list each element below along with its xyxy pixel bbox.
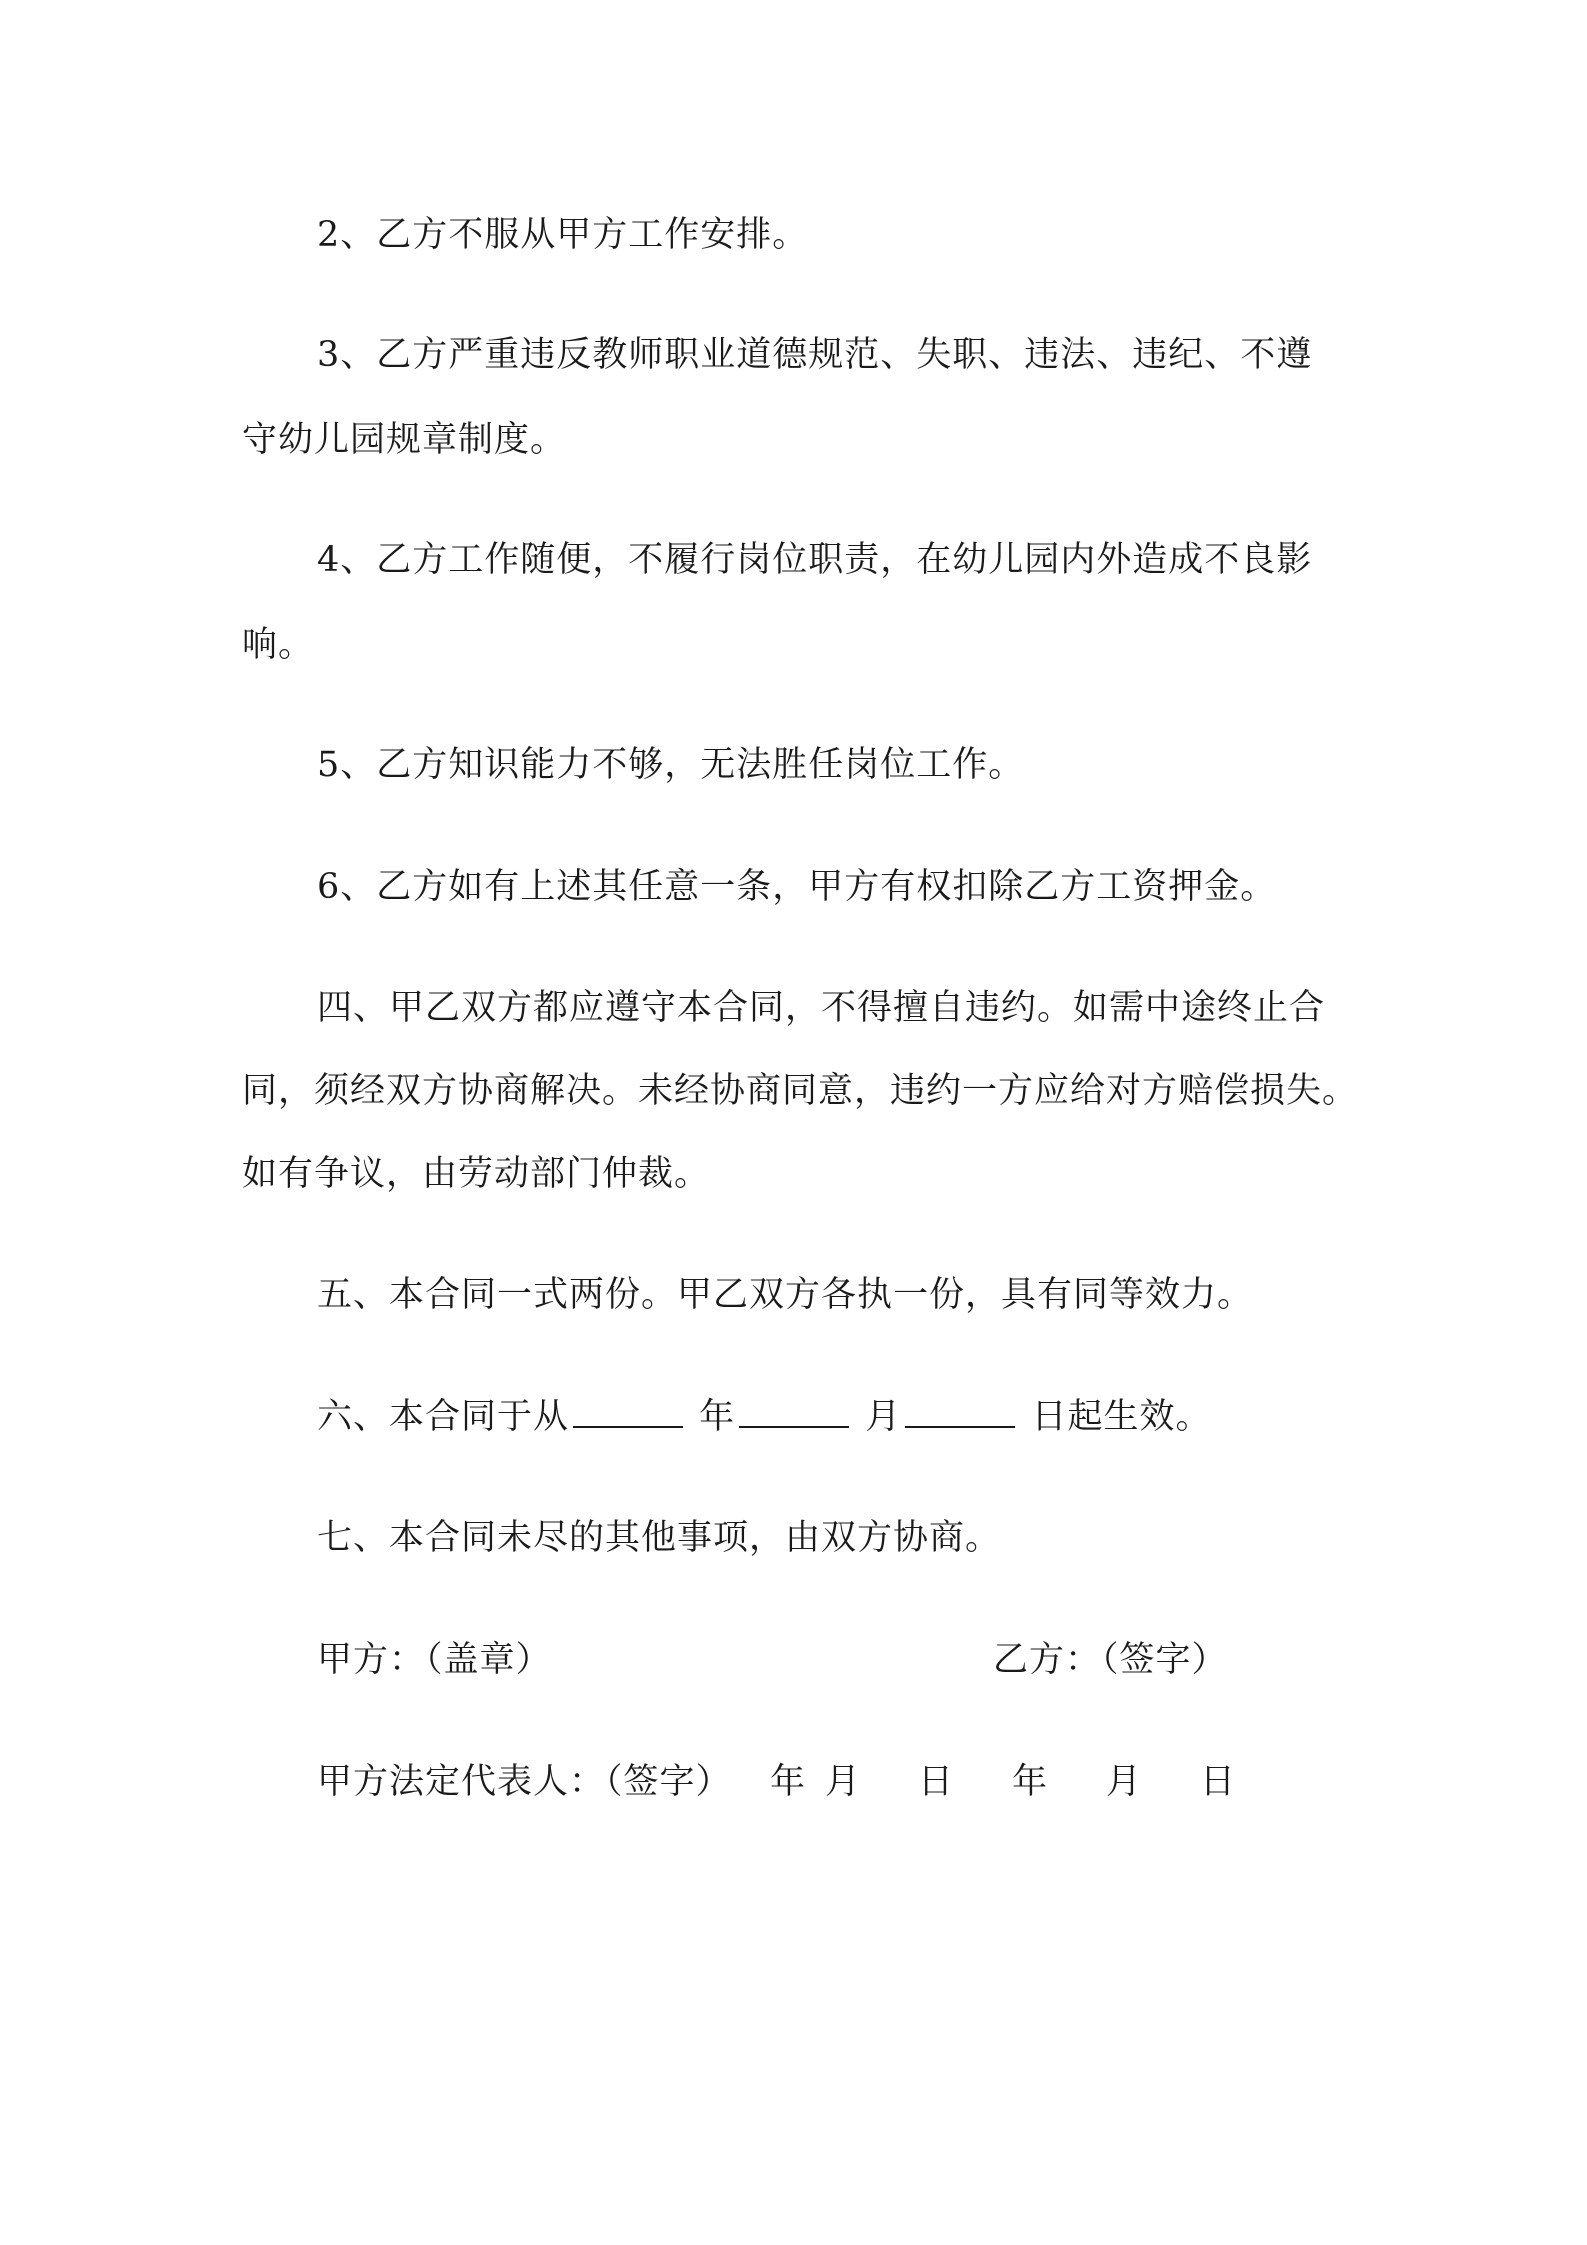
date-year-2: 年 bbox=[1012, 1762, 1049, 1802]
item-6: 6、乙方如有上述其任意一条，甲方有权扣除乙方工资押金。 bbox=[317, 867, 1277, 907]
item-5: 5、乙方知识能力不够，无法胜任岗位工作。 bbox=[317, 745, 1025, 785]
date-day-1: 日 bbox=[918, 1762, 955, 1802]
clause-6-year: 年 bbox=[699, 1397, 736, 1437]
year-blank[interactable] bbox=[573, 1394, 683, 1428]
clause-5: 五、本合同一式两份。甲乙双方各执一份，具有同等效力。 bbox=[317, 1275, 1254, 1315]
item-2: 2、乙方不服从甲方工作安排。 bbox=[317, 215, 809, 255]
date-month-2: 月 bbox=[1106, 1762, 1143, 1802]
clause-7: 七、本合同未尽的其他事项，由双方协商。 bbox=[317, 1518, 1002, 1558]
item-3-line1: 3、乙方严重违反教师职业道德规范、失职、违法、违纪、不遵 bbox=[317, 335, 1313, 375]
legal-rep-signature: 甲方法定代表人：（签字） bbox=[317, 1762, 732, 1802]
party-b-signature: 乙方：（签字） bbox=[993, 1640, 1228, 1680]
clause-6-suffix: 日起生效。 bbox=[1031, 1397, 1212, 1437]
date-day-2: 日 bbox=[1200, 1762, 1237, 1802]
item-4-line1: 4、乙方工作随便，不履行岗位职责，在幼儿园内外造成不良影 bbox=[317, 540, 1313, 580]
clause-4-line2: 同，须经双方协商解决。未经协商同意，违约一方应给对方赔偿损失。 bbox=[242, 1071, 1359, 1111]
clause-6-month: 月 bbox=[865, 1397, 902, 1437]
clause-4-line3: 如有争议，由劳动部门仲裁。 bbox=[242, 1154, 711, 1194]
party-a-signature: 甲方：（盖章） bbox=[317, 1640, 552, 1680]
clause-6 bbox=[317, 1392, 1211, 1442]
date-year-1: 年 bbox=[770, 1762, 807, 1802]
clause-6-prefix: 六、本合同于从 bbox=[317, 1397, 570, 1437]
day-blank[interactable] bbox=[905, 1394, 1015, 1428]
item-4-line2: 响。 bbox=[242, 625, 315, 665]
clause-4-line1: 四、甲乙双方都应遵守本合同，不得擅自违约。如需中途终止合 bbox=[317, 988, 1326, 1028]
month-blank[interactable] bbox=[739, 1394, 849, 1428]
date-month-1: 月 bbox=[825, 1762, 862, 1802]
item-3-line2: 守幼儿园规章制度。 bbox=[242, 420, 567, 460]
